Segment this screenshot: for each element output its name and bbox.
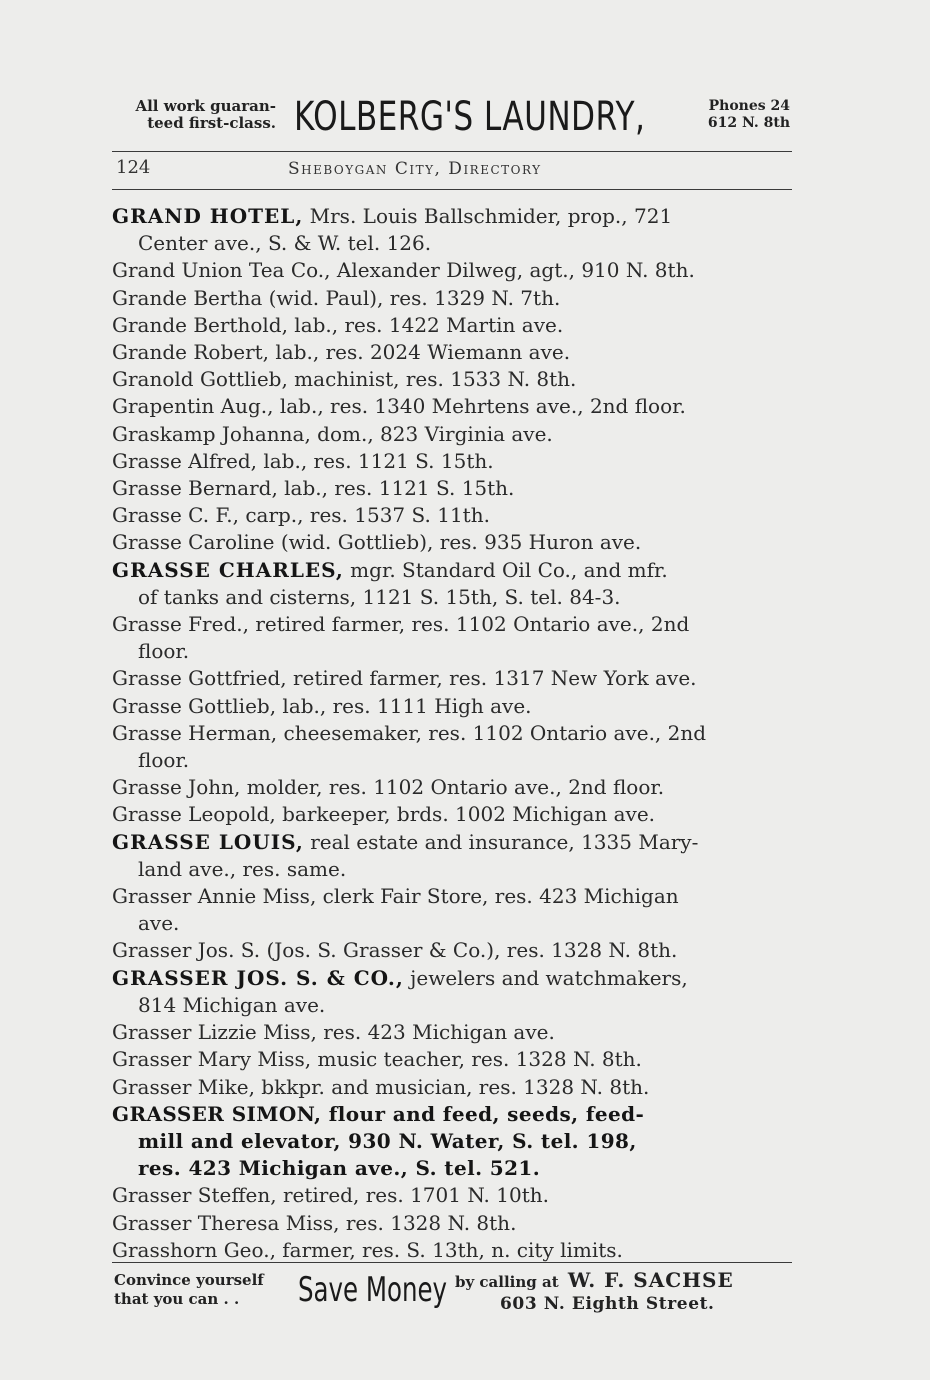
directory-entry [112,611,792,665]
entry-continuation-line [112,230,792,257]
entry-text: 814 Michigan ave. [138,992,326,1017]
entry-text: mgr. Standard Oil Co., and mfr. [343,557,668,582]
ad-calling-text: by calling at [455,1273,559,1291]
entry-line [112,965,792,992]
sachse-advertisement [112,1268,792,1318]
entry-text: Center ave., S. & W. tel. 126. [138,231,432,256]
entry-line [112,720,792,747]
ad-convince-text [114,1271,284,1309]
directory-entry [112,1182,792,1209]
directory-entry [112,203,792,257]
entry-text: Grasse Gottfried, retired farmer, res. 1317 New York ave. [112,666,697,691]
entry-line [112,1019,792,1046]
running-header [112,157,792,183]
entry-text: Grasse Herman, cheesemaker, res. 1102 Ontario ave., 2nd [112,720,707,745]
entry-text: floor. [138,639,190,664]
directory-entry [112,720,792,774]
entry-text: Grasse John, molder, res. 1102 Ontario ave., 2nd floor. [112,775,665,800]
entry-line [112,557,792,584]
directory-entry [112,257,792,284]
ad-phone-line-1: Phones 24 [708,98,790,114]
page-number: 124 [116,157,151,178]
entry-text: Grasser Annie Miss, clerk Fair Store, res. 423 Michigan [112,884,679,909]
ad-convince-line-2: that you can . . [114,1290,240,1308]
entry-line [112,801,792,828]
entry-text: Grasse Gottlieb, lab., res. 1111 High ave. [112,693,532,718]
ad-calling-line [455,1268,734,1292]
entry-text: Grande Bertha (wid. Paul), res. 1329 N. 7th. [112,285,561,310]
directory-entry [112,801,792,828]
footer-rule [112,1262,792,1263]
entry-heading: GRASSER JOS. S. & CO., [112,965,404,990]
entry-text: Grande Berthold, lab., res. 1422 Martin ave. [112,312,564,337]
directory-entry [112,502,792,529]
entry-continuation-line [112,856,792,883]
entry-text: real estate and insurance, 1335 Mary- [303,829,699,854]
entry-line [112,883,792,910]
entry-text: Grasse Fred., retired farmer, res. 1102 Ontario ave., 2nd [112,612,690,637]
entry-text: Grasse Bernard, lab., res. 1121 S. 15th. [112,476,515,501]
entry-line [112,312,792,339]
directory-entry [112,1210,792,1237]
directory-entry [112,693,792,720]
entry-line [112,611,792,638]
entry-text: GRASSER SIMON, flour and feed, seeds, feed- [112,1101,645,1126]
entry-line [112,1237,792,1264]
directory-listing [112,203,792,1264]
entry-text: jewelers and watchmakers, [403,965,688,990]
directory-entry [112,339,792,366]
entry-line [112,829,792,856]
entry-line [112,339,792,366]
ad-save-money: Save Money [298,1270,448,1310]
entry-line [112,448,792,475]
header-rule-bottom [112,189,792,190]
entry-line [112,937,792,964]
entry-line [112,257,792,284]
entry-continuation-line [112,992,792,1019]
entry-line [112,393,792,420]
ad-phone-text [680,98,790,132]
ad-merchant-address: 603 N. Eighth Street. [500,1294,715,1314]
directory-entry [112,285,792,312]
directory-entry [112,937,792,964]
entry-heading: GRASSE CHARLES, [112,557,344,582]
directory-entry [112,475,792,502]
entry-text: Graskamp Johanna, dom., 823 Virginia ave. [112,421,553,446]
entry-line [112,1182,792,1209]
entry-text: Granold Gottlieb, machinist, res. 1533 N. 8th. [112,367,577,392]
directory-title: Sheboygan City, Directory [288,159,542,179]
ad-guarantee-text [116,98,276,132]
ad-merchant-name: W. F. SACHSE [567,1268,734,1292]
entry-line [112,1210,792,1237]
entry-line [112,1046,792,1073]
entry-continuation-line [112,1155,792,1182]
entry-text: Grasse Alfred, lab., res. 1121 S. 15th. [112,448,494,473]
directory-entry [112,393,792,420]
entry-line [112,203,792,230]
entry-continuation-line [112,910,792,937]
entry-line [112,502,792,529]
header-rule-top [112,151,792,152]
entry-line [112,529,792,556]
entry-continuation-line [112,638,792,665]
entry-heading: GRASSE LOUIS, [112,829,304,854]
directory-entry [112,312,792,339]
directory-entry [112,1101,792,1183]
entry-line [112,285,792,312]
ad-phone-line-2: 612 N. 8th [707,115,790,131]
directory-entry [112,421,792,448]
entry-text: Grasser Theresa Miss, res. 1328 N. 8th. [112,1210,517,1235]
directory-entry [112,1237,792,1264]
entry-text: Grasshorn Geo., farmer, res. S. 13th, n. city limits. [112,1237,623,1262]
directory-entry [112,965,792,1019]
entry-continuation-line [112,747,792,774]
directory-entry [112,448,792,475]
directory-entry [112,883,792,937]
entry-text: Grasser Mike, bkkpr. and musician, res. 1328 N. 8th. [112,1074,650,1099]
directory-entry [112,1046,792,1073]
entry-text: Grasse C. F., carp., res. 1537 S. 11th. [112,503,490,528]
entry-line [112,475,792,502]
entry-text: Grasse Leopold, barkeeper, brds. 1002 Michigan ave. [112,802,656,827]
directory-entry [112,366,792,393]
entry-text: Grasser Jos. S. (Jos. S. Grasser & Co.), res. 1328 N. 8th. [112,938,678,963]
entry-line [112,774,792,801]
entry-text: ave. [138,911,180,936]
entry-text: Mrs. Louis Ballschmider, prop., 721 [303,204,673,228]
entry-text: land ave., res. same. [138,856,347,881]
entry-text: floor. [138,748,190,773]
ad-convince-line-1: Convince yourself [114,1271,264,1289]
ad-laundry-name: KOLBERG'S LAUNDRY, [294,94,646,140]
entry-continuation-line [112,1128,792,1155]
laundry-advertisement [110,92,792,142]
directory-entry [112,774,792,801]
entry-text: Grasser Lizzie Miss, res. 423 Michigan ave. [112,1020,555,1045]
ad-guarantee-line-1: All work guaran- [135,97,276,115]
entry-text: mill and elevator, 930 N. Water, S. tel. 198, [138,1128,637,1153]
entry-line [112,366,792,393]
entry-line [112,421,792,448]
directory-entry [112,829,792,883]
directory-entry [112,1019,792,1046]
directory-entry [112,1074,792,1101]
entry-line [112,665,792,692]
entry-text: Grasser Mary Miss, music teacher, res. 1328 N. 8th. [112,1047,642,1072]
directory-entry [112,529,792,556]
entry-line [112,693,792,720]
entry-text: res. 423 Michigan ave., S. tel. 521. [138,1156,541,1181]
entry-continuation-line [112,584,792,611]
ad-guarantee-line-2: teed first-class. [147,114,276,132]
entry-text: Grapentin Aug., lab., res. 1340 Mehrtens ave., 2nd floor. [112,394,686,419]
directory-entry [112,557,792,611]
entry-text: Grande Robert, lab., res. 2024 Wiemann ave. [112,340,571,365]
entry-text: Grand Union Tea Co., Alexander Dilweg, agt., 910 N. 8th. [112,258,695,283]
entry-heading: GRAND HOTEL, [112,204,304,228]
entry-text: Grasser Steffen, retired, res. 1701 N. 10th. [112,1183,549,1208]
entry-text: of tanks and cisterns, 1121 S. 15th, S. tel. 84-3. [138,584,621,609]
directory-entry [112,665,792,692]
entry-line [112,1101,792,1128]
entry-line [112,1074,792,1101]
entry-text: Grasse Caroline (wid. Gottlieb), res. 935 Huron ave. [112,530,642,555]
